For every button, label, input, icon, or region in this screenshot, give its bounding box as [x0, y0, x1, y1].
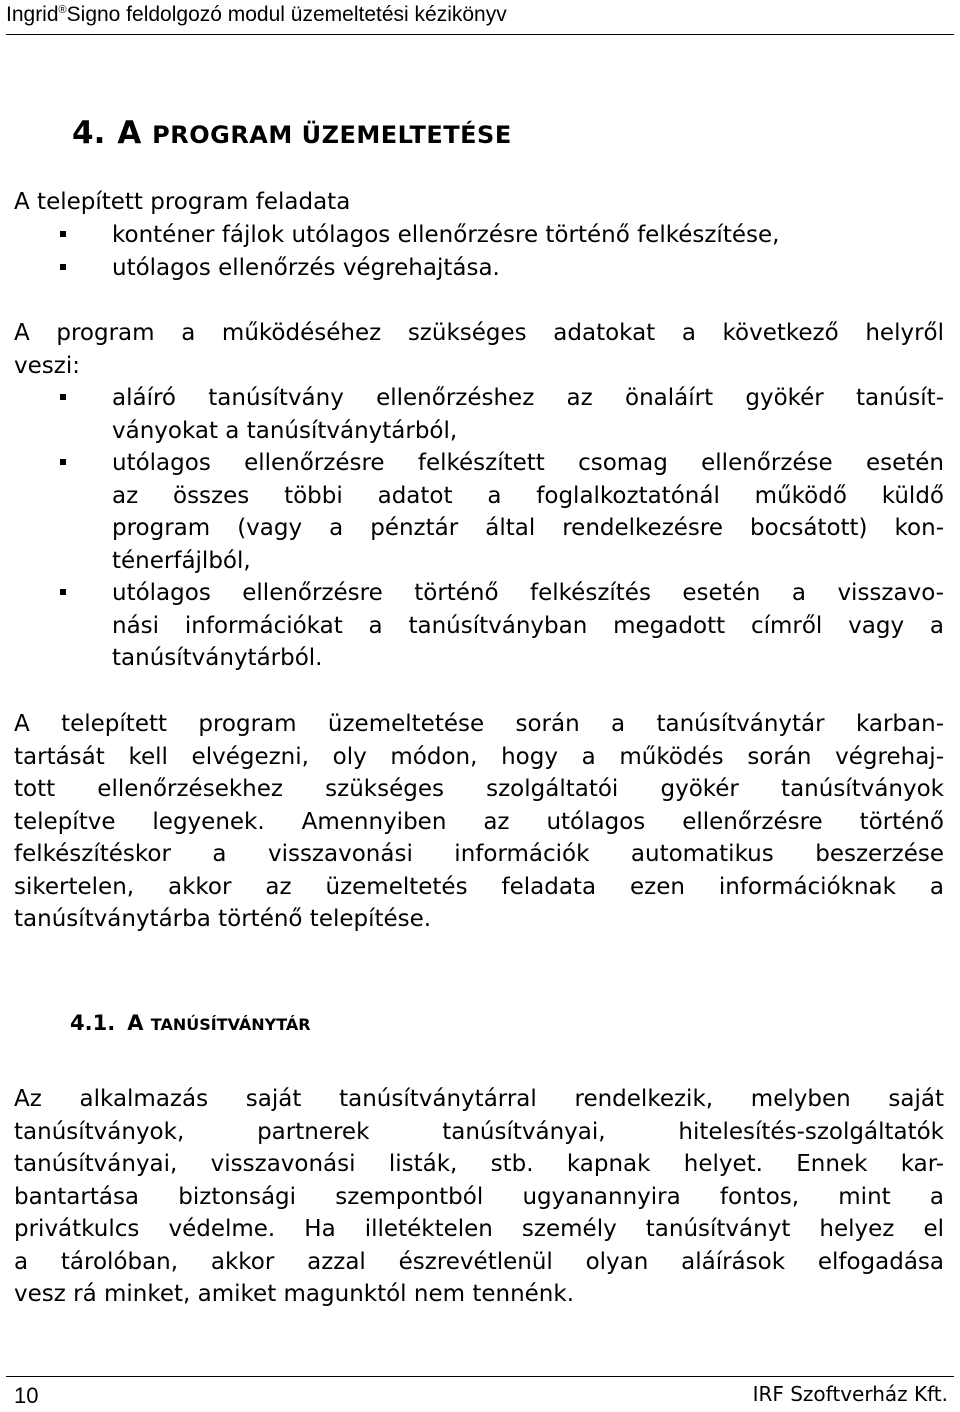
bullet-square-icon [60, 589, 66, 595]
sources-bullet-list [14, 382, 944, 675]
bullet-text: nási információkat a tanúsítványban megadott címről vagy a [112, 612, 944, 639]
subsection-title-first: A [127, 1011, 144, 1035]
bullet-square-icon [60, 459, 66, 465]
paragraph-line: tanúsítványtárba történő telepítése. [14, 906, 432, 932]
bullet-text: tanúsítványtárból. [112, 645, 323, 671]
intro-lead: A telepített program feladata [14, 189, 351, 215]
paragraph-line: tott ellenőrzésekhez szükséges szolgáltatói gyökér tanúsítványok [14, 776, 944, 802]
list-item [14, 382, 944, 447]
paragraph-line: a tárolóban, akkor azzal észrevétlenül olyan aláírások elfogadása [14, 1248, 944, 1275]
section-title-first: A [117, 115, 142, 151]
list-item [14, 577, 944, 675]
maintenance-paragraph [14, 708, 944, 936]
running-header [6, 2, 954, 35]
bullet-square-icon [60, 394, 66, 400]
footer-company: IRF Szoftverház Kft. [752, 1382, 948, 1406]
intro-bullet-list [14, 219, 944, 284]
bullet-text: utólagos ellenőrzésre felkészített csomag ellenőrzése esetén [112, 450, 944, 476]
paragraph-line: tartását kell elvégezni, oly módon, hogy a működés során végrehaj- [14, 743, 944, 770]
section-heading [72, 112, 512, 156]
page-number: 10 [14, 1383, 39, 1408]
bullet-text: utólagos ellenőrzés végrehajtása. [112, 254, 500, 281]
bullet-text: aláíró tanúsítvány ellenőrzéshez az önaláírt gyökér tanúsít- [112, 385, 944, 411]
paragraph-line: bantartása biztonsági szempontból ugyanannyira fontos, mint a [14, 1183, 944, 1210]
store-paragraph [14, 1083, 944, 1311]
bullet-text: ványokat a tanúsítványtárból, [112, 417, 458, 444]
registered-mark: ® [58, 4, 67, 16]
paragraph-line: tanúsítványai, visszavonási listák, stb. kapnak helyet. Ennek kar- [14, 1151, 944, 1177]
footer-divider [6, 1376, 954, 1377]
paragraph-line: vesz rá minket, amiket magunktól nem tennénk. [14, 1281, 575, 1307]
subsection-heading [70, 1008, 311, 1040]
paragraph-line: sikertelen, akkor az üzemeltetés feladata ezen információknak a [14, 873, 944, 900]
bullet-text: az összes többi adatot a foglalkoztatónál működő küldő [112, 482, 944, 509]
list-item [14, 219, 944, 252]
paragraph-line: A telepített program üzemeltetése során a tanúsítványtár karban- [14, 711, 944, 737]
paragraph-line: telepítve legyenek. Amennyiben az utólagos ellenőrzésre történő [14, 808, 944, 835]
paragraph-line: Az alkalmazás saját tanúsítványtárral rendelkezik, melyben saját [14, 1086, 944, 1112]
bullet-text: ténerfájlból, [112, 547, 251, 574]
bullet-text: program (vagy a pénztár által rendelkezésre bocsátott) kon- [112, 515, 944, 541]
paragraph-line: privátkulcs védelme. Ha illetéktelen személy tanúsítványt helyez el [14, 1216, 944, 1242]
bullet-square-icon [60, 264, 66, 270]
intro-paragraph [14, 186, 944, 219]
paragraph-line: tanúsítványok, partnerek tanúsítványai, hitelesítés-szolgáltatók [14, 1118, 944, 1145]
header-title-part2: Signo feldolgozó modul üzemeltetési kézikönyv [66, 3, 507, 26]
subsection-title-rest: TANÚSÍTVÁNYTÁR [150, 1015, 311, 1034]
bullet-text: utólagos ellenőrzésre történő felkészítés esetén a visszavo- [112, 580, 944, 606]
list-item [14, 447, 944, 577]
paragraph-line: felkészítéskor a visszavonási információk automatikus beszerzése [14, 841, 944, 867]
list-item [14, 252, 944, 285]
section-title-rest: PROGRAM ÜZEMELTETÉSE [152, 121, 512, 149]
header-title-part1: Ingrid [6, 3, 59, 26]
section-number: 4. [72, 115, 106, 151]
sources-paragraph [14, 317, 944, 382]
paragraph-line: A program a működéséhez szükséges adatokat a következő helyről [14, 320, 944, 346]
bullet-text: konténer fájlok utólagos ellenőrzésre történő felkészítése, [112, 222, 780, 248]
bullet-square-icon [60, 231, 66, 237]
paragraph-line: veszi: [14, 352, 80, 379]
subsection-number: 4.1. [70, 1011, 116, 1035]
